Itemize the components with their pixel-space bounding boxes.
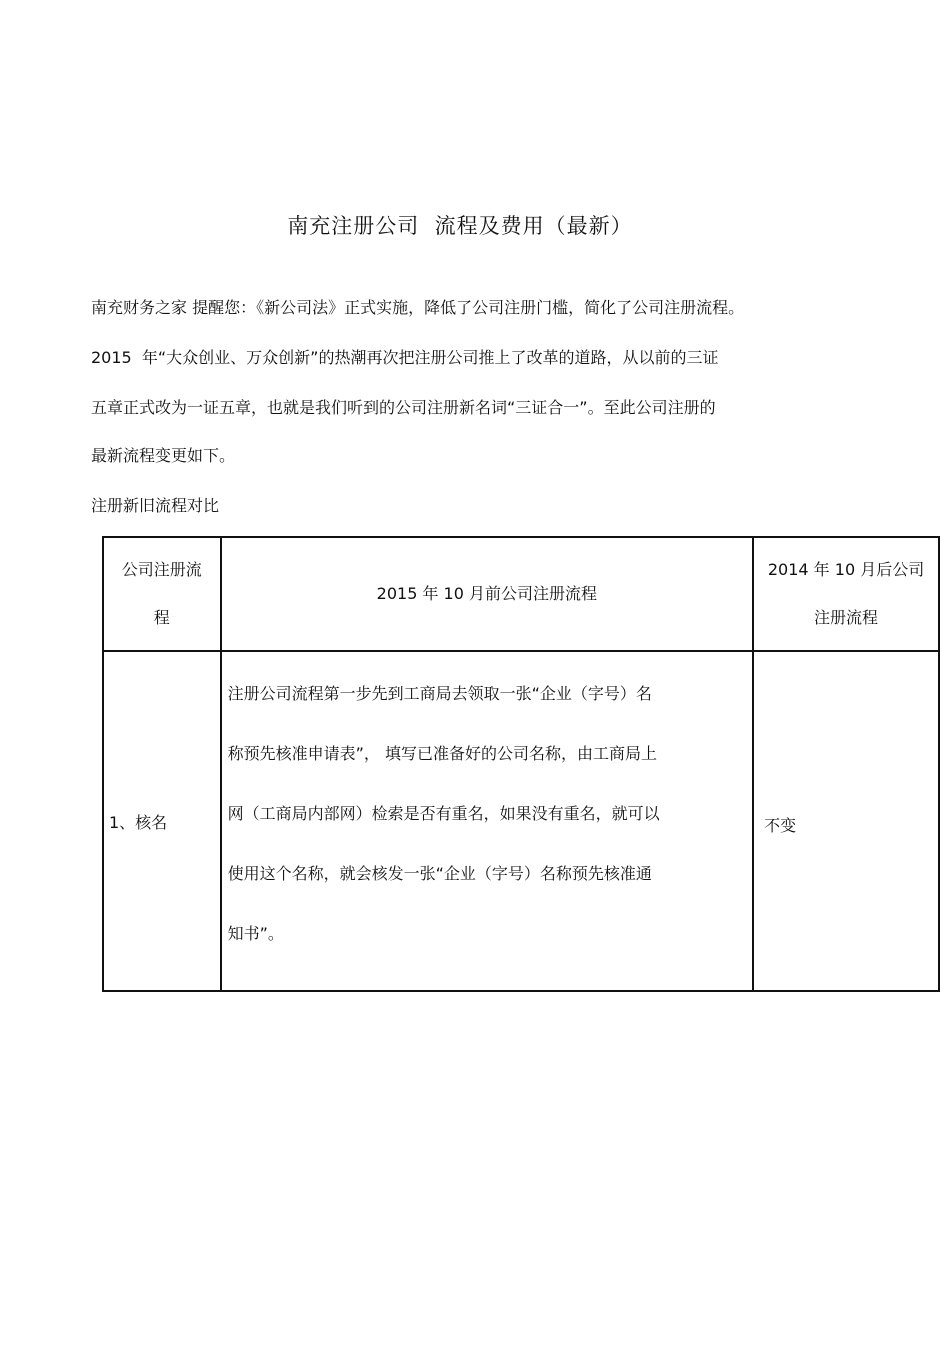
header-old-process-label: 2015 年 10 月前公司注册流程 xyxy=(376,584,597,603)
intro-paragraph-line: 五章正式改为一证五章，也就是我们听到的公司注册新名词“三证合一”。至此公司注册的 xyxy=(91,398,716,417)
header-new-process-line: 注册流程 xyxy=(814,608,879,627)
table-caption: 注册新旧流程对比 xyxy=(91,496,220,515)
step-cell xyxy=(103,651,221,991)
intro-paragraph-line: 最新流程变更如下。 xyxy=(91,446,236,465)
old-process-cell xyxy=(221,651,754,991)
header-new-process-line: 2014 年 10 月后公司 xyxy=(767,560,925,579)
new-process-cell xyxy=(753,651,939,991)
header-old-process xyxy=(221,537,754,651)
table-row xyxy=(103,651,939,991)
header-step xyxy=(103,537,221,651)
old-process-line: 称预先核准申请表”， 填写已准备好的公司名称，由工商局上 xyxy=(227,744,657,763)
old-process-line: 注册公司流程第一步先到工商局去领取一张“企业（字号）名 xyxy=(227,684,652,703)
header-new-process xyxy=(753,537,939,651)
page-title: 南充注册公司 流程及费用（最新） xyxy=(287,214,633,238)
intro-paragraph-line: 南充财务之家 提醒您：《新公司法》正式实施，降低了公司注册门槛，简化了公司注册流程。 xyxy=(91,298,745,317)
header-step-line: 程 xyxy=(153,608,170,627)
old-process-line: 网（工商局内部网）检索是否有重名，如果没有重名，就可以 xyxy=(227,804,660,823)
comparison-table xyxy=(102,536,940,992)
intro-paragraph-line: 2015 年“大众创业、万众创新”的热潮再次把注册公司推上了改革的道路，从以前的三证 xyxy=(91,348,719,367)
new-process-value: 不变 xyxy=(764,815,797,835)
old-process-line: 知书”。 xyxy=(227,924,284,943)
header-step-line: 公司注册流 xyxy=(121,560,202,579)
old-process-line: 使用这个名称，就会核发一张“企业（字号）名称预先核准通 xyxy=(227,864,652,883)
step-label: 1、核名 xyxy=(109,812,168,832)
table-header-row xyxy=(103,537,939,651)
